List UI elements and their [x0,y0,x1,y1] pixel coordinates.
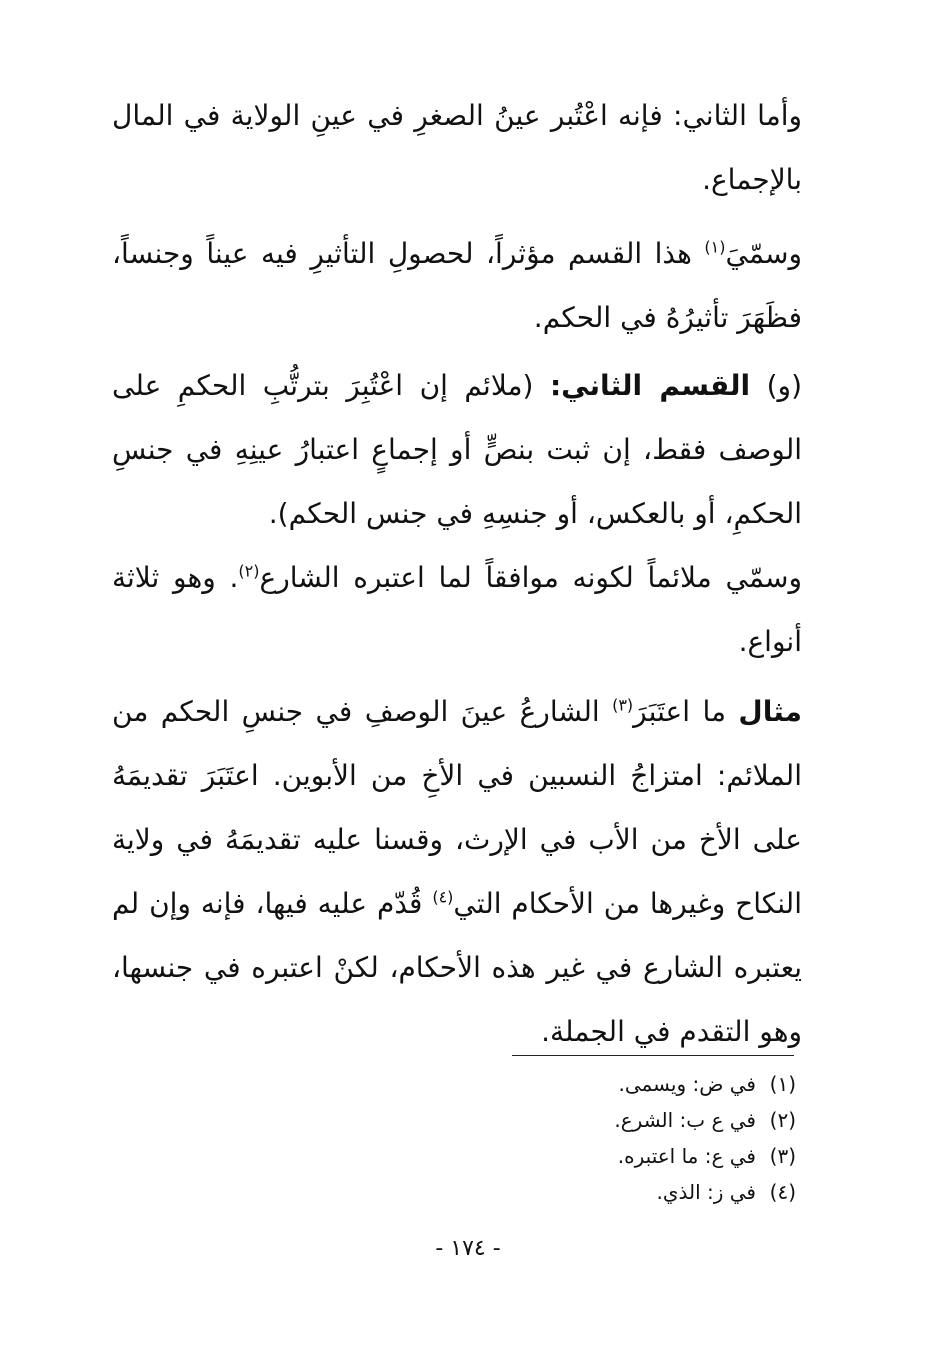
footnote-number: (٤) [769,1180,796,1204]
page-number: - ١٧٤ - [435,1236,501,1261]
footnote-number: (٣) [769,1144,796,1168]
paragraph-5-text-c: قُدّم عليه فيها، فإنه وإن لم يعتبره الشارع في غير هذه الأحكام، لكنْ اعتبره في جنسها، وهو التقدم في الجملة. [112,887,802,1048]
paragraph-3 [112,354,802,546]
paragraph-4-text-a: وسمّي ملائماً لكونه موافقاً لما اعتبره الشارع [259,561,802,594]
footnote-ref-2[interactable]: (٢) [238,561,260,581]
paragraph-1-text: وأما الثاني: فإنه اعْتُبر عينُ الصغرِ في عينِ الولاية في المال بالإجماع. [112,99,802,196]
footnote-text: في ع: ما اعتبره. [617,1144,756,1168]
footnote-text: في ز: الذي. [656,1180,756,1204]
footnote-3 [376,1138,796,1174]
footnote-1 [376,1066,796,1102]
paragraph-5 [112,680,802,1064]
section-heading-second-part: القسم الثاني: [549,369,751,402]
paragraph-4 [112,546,802,674]
footnote-ref-4[interactable]: (٤) [432,887,454,907]
paragraph-3-text: (ملائم إن اعْتُبِرَ بترتُّبِ الحكمِ على الوصف فقط، إن ثبت بنصٍّ أو إجماعٍ اعتبارُ عينِهِ في جنسِ الحكمِ، أو بالعكس، أو جنسِهِ في جنس الحكم). [112,369,802,530]
paragraph-2 [112,222,802,350]
example-heading: مثال [738,695,802,728]
paragraph-2-text-b: هذا القسم مؤثراً، لحصولِ التأثيرِ فيه عيناً وجنساً، فظَهَرَ تأثيرُهُ في الحكم. [112,237,802,334]
footnote-ref-1[interactable]: (١) [704,237,726,257]
footnote-4 [376,1174,796,1210]
footnote-number: (٢) [769,1108,796,1132]
paragraph-5-text-b: الشارعُ عينَ الوصفِ في جنسِ الحكم من الملائم: امتزاجُ النسبين في الأخِ من الأبوين. اعتَبَرَ تقديمَهُ على الأخ من الأب في الإرث، وقسنا عليه تقديمَهُ في ولاية النكاح وغيرها من الأحكام التي [112,695,802,920]
footnote-number: (١) [769,1072,796,1096]
footnote-text: في ض: ويسمى. [618,1072,756,1096]
paragraph-1 [112,84,802,212]
footnotes-list [376,1066,796,1210]
footnote-2 [376,1102,796,1138]
paragraph-2-text-a: وسمّيَ [725,237,802,270]
footnote-divider [512,1055,794,1056]
footnote-ref-3[interactable]: (٣) [612,695,634,715]
paragraph-5-text-a: ما اعتَبَرَ [633,695,739,728]
paragraph-4-text-b: . وهو ثلاثة أنواع. [112,561,802,658]
footnote-text: في ع ب: الشرع. [614,1108,756,1132]
paragraph-3-prefix: (و) [750,369,802,402]
